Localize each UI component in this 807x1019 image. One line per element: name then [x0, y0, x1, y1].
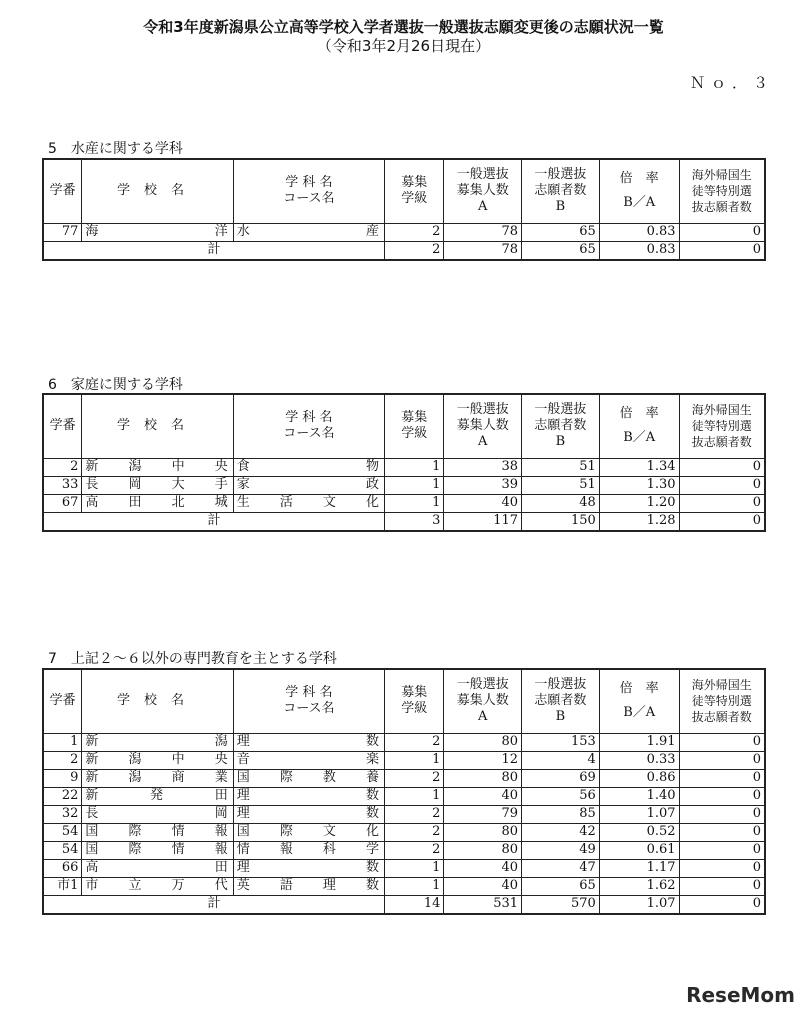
classes: 1: [385, 787, 444, 805]
header-capacity-line2: 募集人数: [456, 418, 509, 434]
header-classes: [385, 394, 444, 458]
header-returnee-line1: 海外帰国生: [691, 403, 752, 418]
subject-name: 水産: [233, 223, 384, 241]
subject-name: 食物: [233, 458, 384, 476]
page-number: Ｎｏ．３: [690, 74, 775, 92]
returnee-applicants: 0: [679, 494, 765, 512]
header-ratio-line2: B／A: [623, 705, 656, 721]
classes: 1: [385, 494, 444, 512]
returnee-applicants: 0: [679, 751, 765, 769]
school-name: 新潟商業: [82, 769, 233, 787]
total-capacity-a: 531: [444, 895, 522, 914]
total-classes: 3: [385, 512, 444, 531]
returnee-applicants: 0: [679, 476, 765, 494]
school-number: 9: [43, 769, 82, 787]
school-number: 32: [43, 805, 82, 823]
applicants-b: 42: [522, 823, 600, 841]
applicants-b: 51: [522, 458, 600, 476]
section-title: 5 水産に関する学科: [48, 141, 183, 157]
school-number: 54: [43, 841, 82, 859]
header-subject-line2: コース名: [283, 426, 335, 442]
header-returnee: [679, 394, 765, 458]
header-applicants-line2: 志願者数: [534, 693, 587, 709]
header-classes-line2: 学級: [401, 701, 428, 717]
returnee-applicants: 0: [679, 859, 765, 877]
returnee-applicants: 0: [679, 787, 765, 805]
header-ratio: [599, 159, 679, 223]
table-row: [43, 769, 765, 787]
capacity-a: 40: [444, 877, 522, 895]
header-ratio-line1: 倍 率: [619, 681, 659, 697]
school-number: 67: [43, 494, 82, 512]
header-capacity-line3: A: [478, 434, 488, 450]
header-capacity-line1: 一般選抜: [456, 402, 509, 418]
header-capacity: [444, 159, 522, 223]
classes: 2: [385, 223, 444, 241]
header-applicants: [522, 159, 600, 223]
total-returnee: 0: [679, 895, 765, 914]
school-name: 国際情報: [82, 841, 233, 859]
school-number: 2: [43, 458, 82, 476]
header-capacity-line1: 一般選抜: [456, 167, 509, 183]
applicant-table: [42, 393, 766, 532]
header-capacity: [444, 394, 522, 458]
total-returnee: 0: [679, 241, 765, 260]
header-row: [43, 394, 765, 458]
header-applicants: [522, 394, 600, 458]
ratio: 1.20: [599, 494, 679, 512]
school-name: 新潟: [82, 733, 233, 751]
ratio: 1.30: [599, 476, 679, 494]
ratio: 0.83: [599, 223, 679, 241]
school-number: 2: [43, 751, 82, 769]
classes: 2: [385, 733, 444, 751]
ratio: 0.52: [599, 823, 679, 841]
header-returnee: [679, 669, 765, 733]
total-ratio: 1.07: [599, 895, 679, 914]
header-returnee-line2: 徒等特別選: [691, 694, 752, 709]
header-returnee: [679, 159, 765, 223]
returnee-applicants: 0: [679, 823, 765, 841]
ratio: 0.33: [599, 751, 679, 769]
returnee-applicants: 0: [679, 458, 765, 476]
header-classes-line1: 募集: [401, 175, 428, 191]
capacity-a: 39: [444, 476, 522, 494]
capacity-a: 40: [444, 787, 522, 805]
header-classes: [385, 159, 444, 223]
school-number: 33: [43, 476, 82, 494]
classes: 1: [385, 751, 444, 769]
header-ratio: [599, 669, 679, 733]
table-row: [43, 787, 765, 805]
header-applicants: [522, 669, 600, 733]
ratio: 0.86: [599, 769, 679, 787]
header-classes: [385, 669, 444, 733]
classes: 2: [385, 805, 444, 823]
subject-name: 理数: [233, 805, 384, 823]
applicants-b: 153: [522, 733, 600, 751]
applicants-b: 4: [522, 751, 600, 769]
applicants-b: 65: [522, 877, 600, 895]
applicants-b: 69: [522, 769, 600, 787]
subject-name: 英語理数: [233, 877, 384, 895]
header-ratio-line2: B／A: [623, 430, 656, 446]
capacity-a: 80: [444, 823, 522, 841]
total-label: 計: [43, 512, 385, 531]
school-number: 市1: [43, 877, 82, 895]
header-capacity: [444, 669, 522, 733]
header-school: 学校名: [82, 669, 233, 733]
header-capacity-line3: A: [478, 199, 488, 215]
applicants-b: 56: [522, 787, 600, 805]
ratio: 1.07: [599, 805, 679, 823]
document-title: 令和3年度新潟県公立高等学校入学者選抜一般選抜志願変更後の志願状況一覧: [143, 18, 664, 36]
header-applicants-line1: 一般選抜: [534, 402, 587, 418]
header-no: 学番: [43, 669, 82, 733]
school-name: 高田北城: [82, 494, 233, 512]
classes: 1: [385, 859, 444, 877]
subject-name: 家政: [233, 476, 384, 494]
classes: 2: [385, 769, 444, 787]
header-capacity-line1: 一般選抜: [456, 677, 509, 693]
ratio: 0.61: [599, 841, 679, 859]
school-name: 新発田: [82, 787, 233, 805]
header-classes-line1: 募集: [401, 410, 428, 426]
capacity-a: 78: [444, 223, 522, 241]
header-applicants-line1: 一般選抜: [534, 677, 587, 693]
header-returnee-line3: 抜志願者数: [691, 200, 752, 215]
header-row: [43, 669, 765, 733]
header-returnee-line3: 抜志願者数: [691, 710, 752, 725]
classes: 1: [385, 877, 444, 895]
header-applicants-line2: 志願者数: [534, 183, 587, 199]
header-row: [43, 159, 765, 223]
returnee-applicants: 0: [679, 877, 765, 895]
header-classes-line2: 学級: [401, 426, 428, 442]
header-returnee-line2: 徒等特別選: [691, 184, 752, 199]
header-ratio-line1: 倍 率: [619, 406, 659, 422]
school-number: 77: [43, 223, 82, 241]
header-subject-line2: コース名: [283, 191, 335, 207]
header-ratio-line2: B／A: [623, 195, 656, 211]
header-subject-line1: 学 科 名: [285, 175, 333, 191]
subject-name: 理数: [233, 787, 384, 805]
returnee-applicants: 0: [679, 805, 765, 823]
header-capacity-line3: A: [478, 709, 488, 725]
table-row: [43, 859, 765, 877]
table-row: [43, 841, 765, 859]
header-applicants-line3: B: [555, 434, 566, 450]
header-applicants-line1: 一般選抜: [534, 167, 587, 183]
subject-name: 国際教養: [233, 769, 384, 787]
school-number: 54: [43, 823, 82, 841]
capacity-a: 40: [444, 859, 522, 877]
classes: 1: [385, 476, 444, 494]
applicants-b: 65: [522, 223, 600, 241]
subject-name: 情報科学: [233, 841, 384, 859]
header-classes-line1: 募集: [401, 685, 428, 701]
header-returnee-line1: 海外帰国生: [691, 168, 752, 183]
header-returnee-line2: 徒等特別選: [691, 419, 752, 434]
capacity-a: 40: [444, 494, 522, 512]
ratio: 1.91: [599, 733, 679, 751]
header-capacity-line2: 募集人数: [456, 693, 509, 709]
school-name: 海洋: [82, 223, 233, 241]
header-ratio: [599, 394, 679, 458]
capacity-a: 80: [444, 733, 522, 751]
capacity-a: 80: [444, 769, 522, 787]
resemom-logo: ReseMom: [686, 983, 795, 1007]
table-row: [43, 223, 765, 241]
school-number: 1: [43, 733, 82, 751]
header-school: 学校名: [82, 159, 233, 223]
header-returnee-line3: 抜志願者数: [691, 435, 752, 450]
header-applicants-line2: 志願者数: [534, 418, 587, 434]
capacity-a: 80: [444, 841, 522, 859]
total-ratio: 1.28: [599, 512, 679, 531]
total-applicants-b: 65: [522, 241, 600, 260]
header-classes-line2: 学級: [401, 191, 428, 207]
school-number: 66: [43, 859, 82, 877]
total-applicants-b: 150: [522, 512, 600, 531]
returnee-applicants: 0: [679, 841, 765, 859]
applicants-b: 49: [522, 841, 600, 859]
subject-name: 理数: [233, 733, 384, 751]
ratio: 1.40: [599, 787, 679, 805]
school-name: 新潟中央: [82, 458, 233, 476]
school-number: 22: [43, 787, 82, 805]
header-applicants-line3: B: [555, 199, 566, 215]
school-name: 国際情報: [82, 823, 233, 841]
total-row: [43, 512, 765, 531]
ratio: 1.62: [599, 877, 679, 895]
subject-name: 生活文化: [233, 494, 384, 512]
applicants-b: 51: [522, 476, 600, 494]
applicants-b: 85: [522, 805, 600, 823]
section-title: 6 家庭に関する学科: [48, 377, 183, 393]
subject-name: 国際文化: [233, 823, 384, 841]
subject-name: 理数: [233, 859, 384, 877]
applicant-table: [42, 158, 766, 261]
header-subject: [233, 669, 384, 733]
total-classes: 14: [385, 895, 444, 914]
table-row: [43, 733, 765, 751]
total-ratio: 0.83: [599, 241, 679, 260]
school-name: 長岡: [82, 805, 233, 823]
capacity-a: 38: [444, 458, 522, 476]
ratio: 1.34: [599, 458, 679, 476]
total-classes: 2: [385, 241, 444, 260]
total-label: 計: [43, 895, 385, 914]
table-row: [43, 494, 765, 512]
header-subject: [233, 394, 384, 458]
total-capacity-a: 78: [444, 241, 522, 260]
school-name: 市立万代: [82, 877, 233, 895]
returnee-applicants: 0: [679, 223, 765, 241]
total-capacity-a: 117: [444, 512, 522, 531]
header-subject-line2: コース名: [283, 701, 335, 717]
header-subject: [233, 159, 384, 223]
header-subject-line1: 学 科 名: [285, 410, 333, 426]
document-subtitle: （令和3年2月26日現在）: [316, 37, 491, 55]
table-row: [43, 458, 765, 476]
header-no: 学番: [43, 159, 82, 223]
returnee-applicants: 0: [679, 733, 765, 751]
capacity-a: 79: [444, 805, 522, 823]
table-row: [43, 476, 765, 494]
school-name: 長岡大手: [82, 476, 233, 494]
applicants-b: 47: [522, 859, 600, 877]
total-row: [43, 895, 765, 914]
header-capacity-line2: 募集人数: [456, 183, 509, 199]
total-returnee: 0: [679, 512, 765, 531]
table-row: [43, 823, 765, 841]
school-name: 高田: [82, 859, 233, 877]
table-row: [43, 877, 765, 895]
header-subject-line1: 学 科 名: [285, 685, 333, 701]
classes: 2: [385, 841, 444, 859]
school-name: 新潟中央: [82, 751, 233, 769]
classes: 1: [385, 458, 444, 476]
table-row: [43, 805, 765, 823]
header-no: 学番: [43, 394, 82, 458]
total-row: [43, 241, 765, 260]
returnee-applicants: 0: [679, 769, 765, 787]
total-label: 計: [43, 241, 385, 260]
applicant-table: [42, 668, 766, 915]
ratio: 1.17: [599, 859, 679, 877]
header-ratio-line1: 倍 率: [619, 171, 659, 187]
capacity-a: 12: [444, 751, 522, 769]
section-title: 7 上記２～６以外の専門教育を主とする学科: [48, 651, 337, 667]
total-applicants-b: 570: [522, 895, 600, 914]
table-row: [43, 751, 765, 769]
header-returnee-line1: 海外帰国生: [691, 678, 752, 693]
header-school: 学校名: [82, 394, 233, 458]
classes: 2: [385, 823, 444, 841]
header-applicants-line3: B: [555, 709, 566, 725]
subject-name: 音楽: [233, 751, 384, 769]
applicants-b: 48: [522, 494, 600, 512]
